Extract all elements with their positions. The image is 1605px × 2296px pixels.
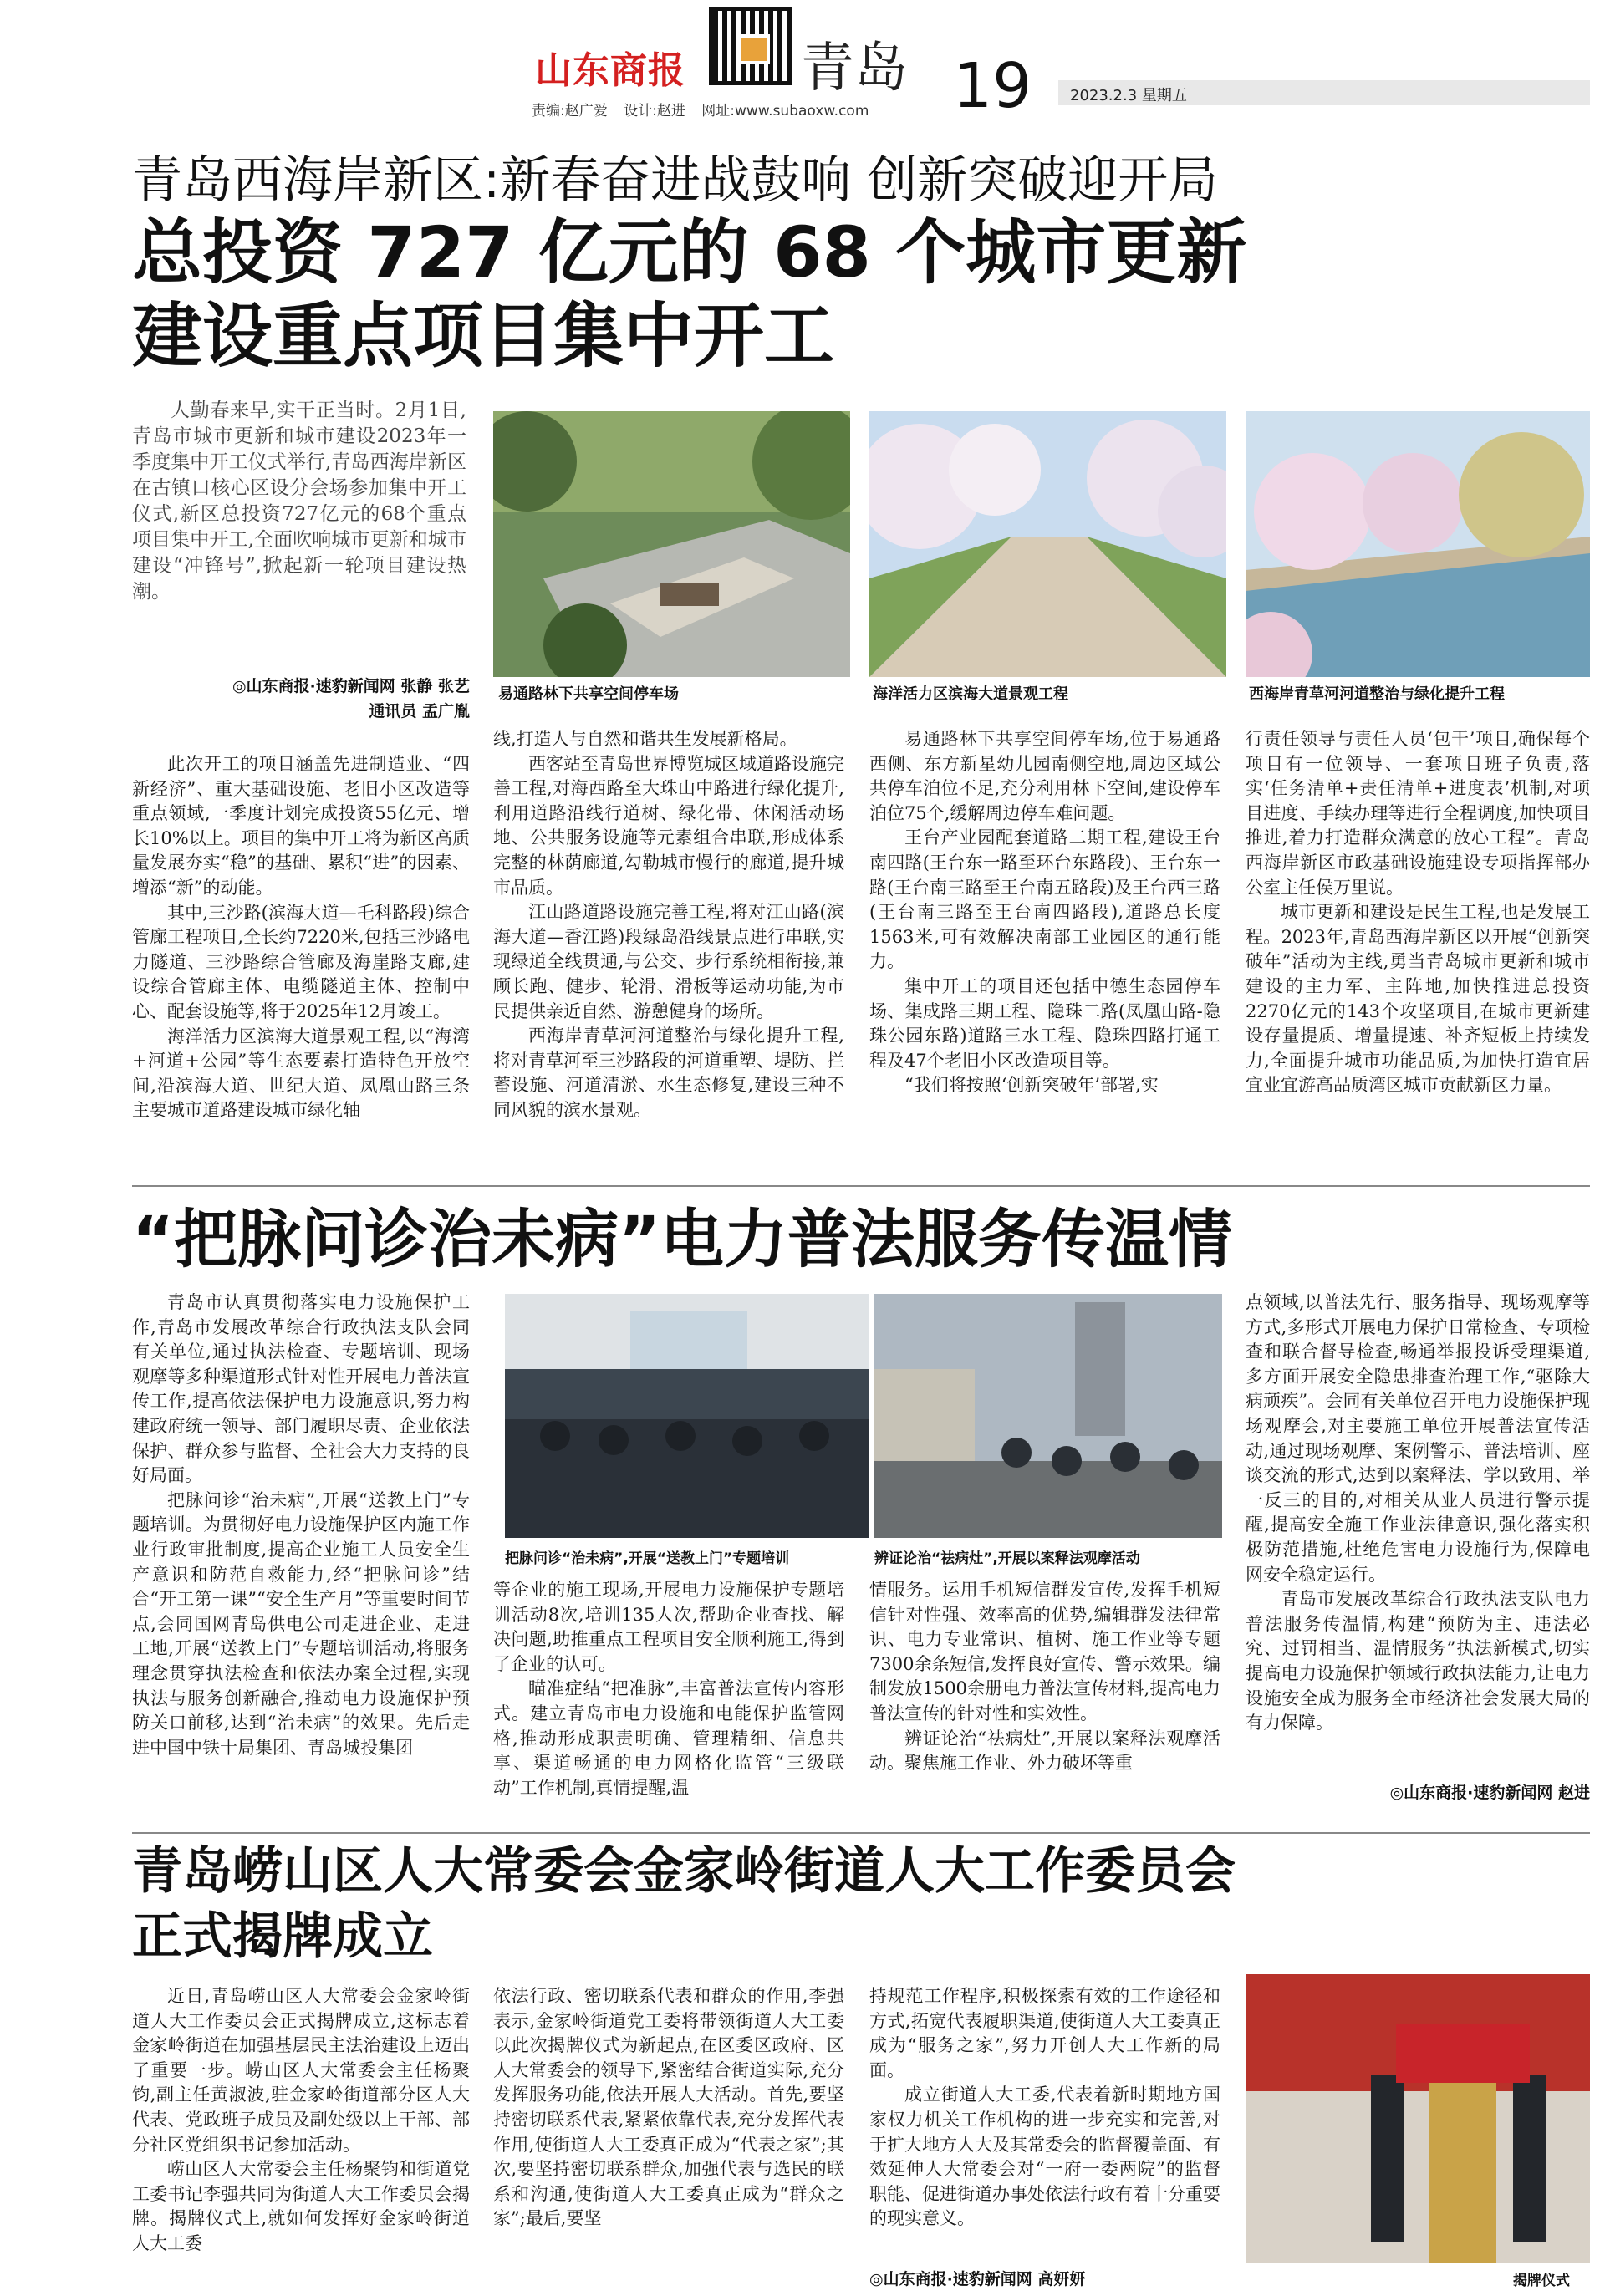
article2-column-1	[132, 1291, 470, 1760]
article1-byline	[167, 674, 470, 724]
article2-column-4	[1246, 1291, 1590, 1736]
photo-unveiling-ceremony	[1246, 1974, 1590, 2263]
photo-caption-training: 把脉问诊“治未病”,开展“送教上门”专题培训	[505, 1550, 790, 1567]
article1-column-1	[132, 752, 470, 1123]
paragraph: 行责任领导与责任人员‘包干’项目,确保每个项目有一位领导、一套项目班子负责,落实‘任务清单+责任清单+进度表’机制,对项目进度、手续办理等进行全程调度,加快项目推进,着力打造群众满意的放心工程”。青岛西海岸新区市政基础设施建设专项指挥部办公室主任侯万里说。	[1246, 729, 1590, 898]
photo-caption-observation: 辨证论治“祛病灶”,开展以案释法观摩活动	[874, 1550, 1140, 1567]
masthead-credits	[532, 99, 880, 120]
edition-city: 青岛	[801, 38, 908, 99]
article1-column-2	[493, 727, 844, 1123]
paragraph: 海洋活力区滨海大道景观工程,以“海湾+河道+公园”等生态要素打造特色开放空间,沿滨海大道、世纪大道、凤凰山路三条主要城市道路建设城市绿化轴	[132, 1026, 470, 1121]
paragraph: 王台产业园配套道路二期工程,建设王台南四路(王台东一路至环台东路段)、王台东一路(王台南三路至王台南五路段)及王台西三路(王台南三路至王台南四路段),道路总长度1563米,可有效解决南部工业园区的通行能力。	[869, 827, 1220, 972]
article3-column-2	[493, 1984, 844, 2232]
masthead	[0, 0, 1605, 125]
photo-caption-1: 易通路林下共享空间停车场	[498, 685, 679, 703]
paragraph: 城市更新和建设是民生工程,也是发展工程。2023年,青岛西海岸新区以开展“创新突破年”活动为主线,勇当青岛城市更新和城市建设的主力军、主阵地,加快推进总投资2270亿元的143个攻坚项目,在城市更新建设存量提质、增量提速、补齐短板上持续发力,全面提升城市功能品质,为加快打造宜居宜业宜游高品质湾区城市贡献新区力量。	[1246, 902, 1590, 1096]
paragraph: 崂山区人大常委会主任杨聚钧和街道党工委书记李强共同为街道人大工作委员会揭牌。揭牌仪式上,就如何发挥好金家岭街道人大工委	[132, 2159, 470, 2253]
paragraph: 瞄准症结“把准脉”,丰富普法宣传内容形式。建立青岛市电力设施和电能保护监管网格,推动形成职责明确、管理精细、信息共享、渠道畅通的电力网格化监管“三级联动”工作机制,真情提醒,温	[493, 1678, 844, 1798]
page-number: 19	[953, 50, 1032, 122]
paragraph: 西海岸青草河河道整治与绿化提升工程,将对青草河至三沙路段的河道重塑、堤防、拦蓄设施、河道清淤、水生态修复,建设三种不同风貌的滨水景观。	[493, 1026, 844, 1120]
article3-title-line1: 青岛崂山区人大常委会金家岭街道人大工作委员会	[132, 1842, 1236, 1901]
paragraph: 依法行政、密切联系代表和群众的作用,李强表示,金家岭街道党工委将带领街道人大工委以此次揭牌仪式为新起点,在区委区政府、区人大常委会的领导下,紧密结合街道实际,充分发挥服务功能,依法开展人大活动。首先,要坚持密切联系代表,紧紧依靠代表,充分发挥代表作用,使街道人大工委真正成为“代表之家”;其次,要坚持密切联系群众,加强代表与选民的联系和沟通,使街道人大工委真正成为“群众之家”;最后,要坚	[493, 1986, 844, 2229]
website-url: 网址:www.subaoxw.com	[701, 103, 869, 120]
article2-column-3	[869, 1578, 1220, 1776]
paragraph: 辨证论治“祛病灶”,开展以案释法观摩活动。聚焦施工作业、外力破坏等重	[869, 1728, 1220, 1774]
photo-coastal-avenue	[869, 411, 1226, 677]
paragraph: 青岛市认真贯彻落实电力设施保护工作,青岛市发展改革综合行政执法支队会同有关单位,通过执法检查、专题培训、现场观摩等多种渠道形式针对性开展电力普法宣传工作,提高依法保护电力设施意识,努力构建政府统一领导、部门履职尽责、企业依法保护、群众参与监督、全社会大力支持的良好局面。	[132, 1292, 470, 1486]
byline-correspondent: 通讯员 孟广胤	[369, 702, 470, 720]
qr-code-icon	[709, 7, 792, 85]
article1-title-line1: 总投资 727 亿元的 68 个城市更新	[132, 211, 1247, 293]
article1-title	[132, 211, 1246, 378]
photo-parking-lot	[493, 411, 850, 677]
article1-title-line2: 建设重点项目集中开工	[132, 295, 835, 377]
newspaper-logo: 山东商报	[535, 49, 685, 92]
byline-reporters: ◎山东商报·速豹新闻网 张静 张艺	[232, 677, 470, 695]
paragraph: 近日,青岛崂山区人大常委会金家岭街道人大工作委员会正式揭牌成立,这标志着金家岭街道在加强基层民主法治建设上迈出了重要一步。崂山区人大常委会主任杨聚钧,副主任黄淑波,驻金家岭街道部分区人大代表、党政班子成员及副处级以上干部、部分社区党组织书记参加活动。	[132, 1986, 470, 2155]
editor-credit: 责编:赵广爱	[532, 103, 608, 120]
photo-onsite-observation	[874, 1294, 1222, 1538]
photo-caption-3: 西海岸青草河河道整治与绿化提升工程	[1249, 685, 1505, 703]
article1-lead: 人勤春来早,实干正当时。2月1日,青岛市城市更新和城市建设2023年一季度集中开工仪式举行,青岛西海岸新区在古镇口核心区设分会场参加集中开工仪式,新区总投资727亿元的68个重点项目集中开工,全面吹响城市更新和城市建设“冲锋号”,掀起新一轮项目建设热潮。	[132, 400, 466, 603]
paragraph: 江山路道路设施完善工程,将对江山路(滨海大道—香江路)段绿岛沿线景点进行串联,实现绿道全线贯通,与公交、步行系统相衔接,兼顾长跑、健步、轮滑、滑板等运动功能,为市民提供亲近自然、游憩健身的场所。	[493, 902, 844, 1021]
paragraph: 把脉问诊“治未病”,开展“送教上门”专题培训。为贯彻好电力设施保护区内施工作业行政审批制度,提高企业施工人员安全生产意识和防范自救能力,经“把脉问诊”结合“开工第一课”“安全生产月”等重要时间节点,会同国网青岛供电公司走进企业、走进工地,开展“送教上门”专题培训活动,将服务理念贯穿执法检查和依法办案全过程,实现执法与服务创新融合,推动电力设施保护预防关口前移,达到“治未病”的效果。先后走进中国中铁十局集团、青岛城投集团	[132, 1489, 470, 1758]
photo-caption-unveiling: 揭牌仪式	[1513, 2273, 1570, 2289]
article2-column-2	[493, 1578, 844, 1800]
paragraph: 持规范工作程序,积极探索有效的工作途径和方式,拓宽代表履职渠道,使街道人大工委真正成为“服务之家”,努力开创人大工作新的局面。	[869, 1986, 1220, 2080]
article3-title-line2: 正式揭牌成立	[132, 1907, 433, 1966]
paragraph: 青岛市发展改革综合行政执法支队电力普法服务传温情,构建“预防为主、违法必究、过罚相当、温情服务”执法新模式,切实提高电力设施保护领域行政执法能力,让电力设施安全成为服务全市经济社会发展大局的有力保障。	[1246, 1589, 1590, 1733]
photo-caption-2: 海洋活力区滨海大道景观工程	[873, 685, 1068, 703]
paragraph: 点领域,以普法先行、服务指导、现场观摩等方式,多形式开展电力保护日常检查、专项检查和联合督导检查,畅通举报投诉受理渠道,多方面开展安全隐患排查治理工作,“驱除大病顽疾”。会同有关单位召开电力设施保护现场观摩会,对主要施工单位开展普法宣传活动,通过现场观摩、案例警示、普法培训、座谈交流的形式,达到以案释法、学以致用、举一反三的目的,对相关从业人员进行警示提醒,提高安全施工作业法律意识,强化落实积极防范措施,杜绝危害电力设施行为,保障电网安全稳定运行。	[1246, 1292, 1590, 1585]
article3-title	[132, 1839, 1236, 1969]
paragraph: 情服务。运用手机短信群发宣传,发挥手机短信针对性强、效率高的优势,编辑群发法律常识、电力专业常识、植树、施工作业等专题7300余条短信,发挥良好宣传、警示效果。编制发放1500余册电力普法宣传材料,提高电力普法宣传的针对性和实效性。	[869, 1580, 1220, 1723]
photo-training-session	[505, 1294, 869, 1538]
paragraph: 线,打造人与自然和谐共生发展新格局。	[493, 729, 797, 749]
paragraph: 集中开工的项目还包括中德生态园停车场、集成路三期工程、隐珠二路(凤凰山路-隐珠公园东路)道路三水工程、隐珠四路打通工程及47个老旧小区改造项目等。	[869, 975, 1220, 1071]
paragraph: 此次开工的项目涵盖先进制造业、“四新经济”、重大基础设施、老旧小区改造等重点领域,一季度计划完成投资55亿元、增长10%以上。项目的集中开工将为新区高质量发展夯实“稳”的基础、累积“进”的因素、增添“新”的动能。	[132, 754, 470, 898]
article1-subtitle: 青岛西海岸新区:新春奋进战鼓响 创新突破迎开局	[132, 151, 1219, 210]
paragraph: 成立街道人大工委,代表着新时期地方国家权力机关工作机构的进一步充实和完善,对于扩大地方人大及其常委会的监督覆盖面、有效延伸人大常委会对“一府一委两院”的监督职能、促进街道办事处依法行政有着十分重要的现实意义。	[869, 2085, 1220, 2229]
paragraph: 其中,三沙路(滨海大道—乇科路段)综合管廊工程项目,全长约7220米,包括三沙路电力隧道、三沙路综合管廊及海崖路支廊,建设综合管廊主体、电缆隧道主体、控制中心、配套设施等,将于2025年12月竣工。	[132, 902, 470, 1021]
paragraph: 西客站至青岛世界博览城区域道路设施完善工程,对海西路至大珠山中路进行绿化提升,利用道路沿线行道树、绿化带、休闲活动场地、公共服务设施等元素组合串联,形成体系完整的林荫廊道,勾勒城市慢行的廊道,提升城市品质。	[493, 753, 844, 898]
article1-column-4	[1246, 727, 1590, 1098]
article2-byline: ◎山东商报·速豹新闻网 赵进	[1389, 1784, 1590, 1802]
paragraph: 易通路林下共享空间停车场,位于易通路西侧、东方新星幼儿园南侧空地,周边区域公共停车泊位不足,充分利用林下空间,建设停车泊位75个,缓解周边停车难问题。	[869, 729, 1220, 823]
article2-title: “把脉问诊治未病”电力普法服务传温情	[132, 1202, 1232, 1276]
paragraph: 等企业的施工现场,开展电力设施保护专题培训活动8次,培训135人次,帮助企业查找、解决问题,助推重点工程项目安全顺利施工,得到了企业的认可。	[493, 1580, 844, 1674]
issue-date: 2023.2.3 星期五	[1058, 80, 1590, 105]
designer-credit: 设计:赵进	[624, 103, 685, 120]
section-divider	[132, 1832, 1590, 1834]
paragraph: “我们将按照‘创新突破年’部署,实	[904, 1075, 1159, 1096]
article3-column-1	[132, 1984, 470, 2257]
article1-column-3	[869, 727, 1220, 1098]
article3-column-3	[869, 1984, 1220, 2232]
section-divider	[132, 1185, 1590, 1187]
article3-byline: ◎山东商报·速豹新闻网 高妍妍	[869, 2270, 1086, 2288]
photo-river-greening	[1246, 411, 1590, 677]
